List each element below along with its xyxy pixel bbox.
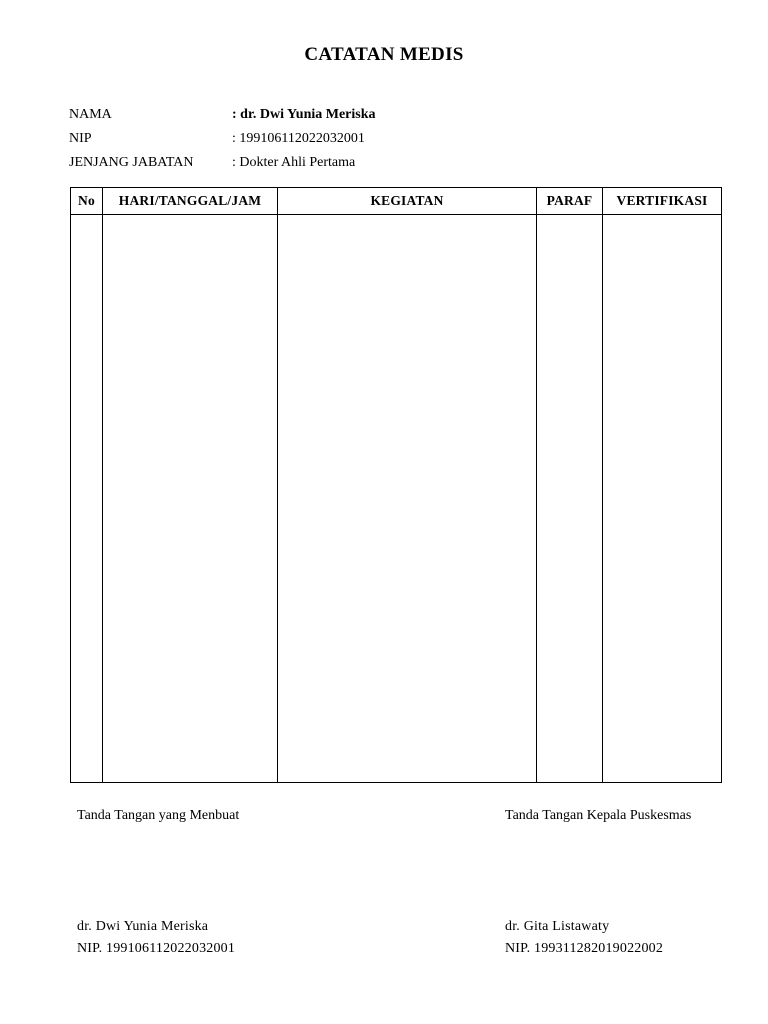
cell-kegiatan[interactable] [278, 215, 537, 783]
signature-left-name: dr. Dwi Yunia Meriska [77, 919, 209, 934]
header-kegiatan: KEGIATAN [278, 188, 537, 215]
table-row [71, 215, 722, 783]
jabatan-value: : Dokter Ahli Pertama [232, 155, 356, 170]
signature-right-name: dr. Gita Listawaty [505, 919, 610, 934]
table-header-row [71, 188, 722, 215]
document-title: CATATAN MEDIS [304, 44, 464, 65]
cell-no[interactable] [71, 215, 103, 783]
signature-right-label: Tanda Tangan Kepala Puskesmas [505, 808, 692, 823]
header-vertifikasi: VERTIFIKASI [603, 188, 722, 215]
header-paraf: PARAF [537, 188, 603, 215]
nip-value: : 199106112022032001 [232, 131, 365, 146]
nip-label: NIP [69, 131, 92, 146]
signature-right-nip: NIP. 199311282019022002 [505, 941, 664, 956]
header-no: No [71, 188, 103, 215]
signature-left-label: Tanda Tangan yang Menbuat [77, 808, 240, 823]
cell-hari-tanggal-jam[interactable] [103, 215, 278, 783]
header-hari-tanggal-jam: HARI/TANGGAL/JAM [103, 188, 278, 215]
jabatan-label: JENJANG JABATAN [69, 155, 194, 170]
nama-value: : dr. Dwi Yunia Meriska [232, 107, 376, 122]
activity-table [70, 187, 722, 783]
nama-label: NAMA [69, 107, 112, 122]
cell-paraf[interactable] [537, 215, 603, 783]
cell-vertifikasi[interactable] [603, 215, 722, 783]
signature-left-nip: NIP. 199106112022032001 [77, 941, 236, 956]
